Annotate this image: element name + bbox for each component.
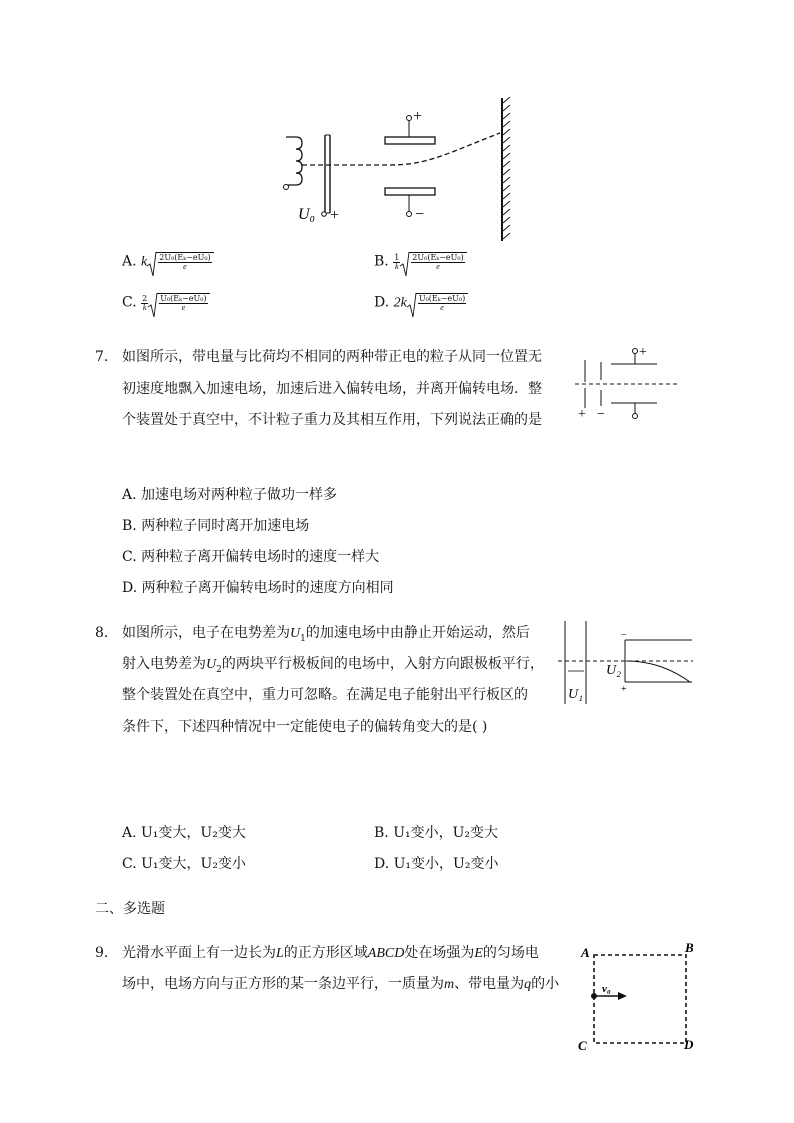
q8-option-c[interactable]: C. U₁变大，U₂变小 bbox=[122, 856, 246, 872]
q8-number: 8. bbox=[95, 625, 109, 641]
q7-option-c[interactable]: C. 两种粒子离开偏转电场时的速度一样大 bbox=[122, 549, 380, 565]
fig9-v0: v₀ bbox=[602, 983, 611, 995]
u0-label: U₀ bbox=[298, 206, 316, 223]
q8-line-4: 条件下，下述四种情况中一定能使电子的偏转角变大的是( ) bbox=[122, 719, 488, 735]
fig8-u1: U₁ bbox=[568, 687, 583, 702]
lower-minus: − bbox=[415, 206, 425, 223]
q7-line-1: 如图所示，带电量与比荷均不相同的两种带正电的粒子从同一位置无 bbox=[122, 349, 542, 365]
q8-option-b[interactable]: B. U₁变小，U₂变大 bbox=[374, 825, 499, 841]
fig8-minus: − bbox=[621, 630, 627, 641]
q8-line-3: 整个装置处在真空中，重力可忽略。在满足电子能射出平行板区的 bbox=[122, 687, 528, 703]
q7-option-d[interactable]: D. 两种粒子离开偏转电场时的速度方向相同 bbox=[122, 580, 394, 596]
q7-option-b[interactable]: B. 两种粒子同时离开加速电场 bbox=[122, 518, 310, 534]
q8-line-1: 如图所示，电子在电势差为$U_1$的加速电场中由静止开始运动，然后 bbox=[122, 625, 530, 644]
q7-line-3: 个装置处于真空中，不计粒子重力及其相互作用，下列说法正确的是 bbox=[122, 412, 542, 428]
q8-line-2: 射入电势差为$U_2$的两块平行极板间的电场中，入射方向跟极板平行， bbox=[122, 656, 544, 675]
q6-option-c[interactable]: C. $\frac{2}{k}$ $\frac{\text{U₀(Eₖ−eU₀)}}{e}$ bbox=[122, 293, 210, 312]
q6-figure bbox=[278, 95, 518, 245]
section-heading: 二、多选题 bbox=[95, 901, 165, 917]
fig9-b: B bbox=[685, 940, 694, 955]
fig8-plus: + bbox=[621, 684, 627, 695]
fig9-c: C bbox=[578, 1038, 587, 1053]
q8-option-a[interactable]: A. U₁变大，U₂变大 bbox=[122, 825, 246, 841]
q7-line-2: 初速度地飘入加速电场，加速后进入偏转电场，并离开偏转电场．整 bbox=[122, 381, 542, 397]
fig8-u2: U₂ bbox=[606, 663, 621, 678]
upper-plus: + bbox=[413, 108, 423, 125]
u0-plus: + bbox=[330, 207, 340, 224]
fig7-plus-bottom: + bbox=[578, 407, 586, 422]
q9-number: 9. bbox=[95, 945, 109, 961]
q6-option-b[interactable]: B. $\frac{1}{k}$ $\frac{\text{2U₀(Eₖ−eU₀)}}{e}$ bbox=[374, 252, 467, 271]
q7-figure bbox=[575, 340, 685, 425]
fig7-plus-top: + bbox=[639, 345, 647, 360]
q6-option-a[interactable]: A. k $\frac{\text{2U₀(Eₖ−eU₀)}}{e}$ bbox=[122, 252, 214, 271]
fig7-minus: − bbox=[597, 407, 605, 422]
q9-line-1: 光滑水平面上有一边长为L的正方形区域ABCD处在场强为E的匀场电 bbox=[122, 945, 539, 961]
q7-number: 7. bbox=[95, 349, 109, 365]
q9-figure bbox=[575, 936, 705, 1056]
fig9-d: D bbox=[684, 1037, 694, 1052]
q8-figure bbox=[558, 618, 698, 708]
fig9-a: A bbox=[581, 945, 590, 960]
q8-option-d[interactable]: D. U₁变小，U₂变小 bbox=[374, 856, 499, 872]
q9-line-2: 场中，电场方向与正方形的某一条边平行，一质量为m、带电量为q的小 bbox=[122, 976, 560, 992]
q6-option-d[interactable]: D. 2k $\frac{\text{U₀(Eₖ−eU₀)}}{e}$ bbox=[374, 293, 468, 312]
q7-option-a[interactable]: A. 加速电场对两种粒子做功一样多 bbox=[122, 487, 338, 503]
